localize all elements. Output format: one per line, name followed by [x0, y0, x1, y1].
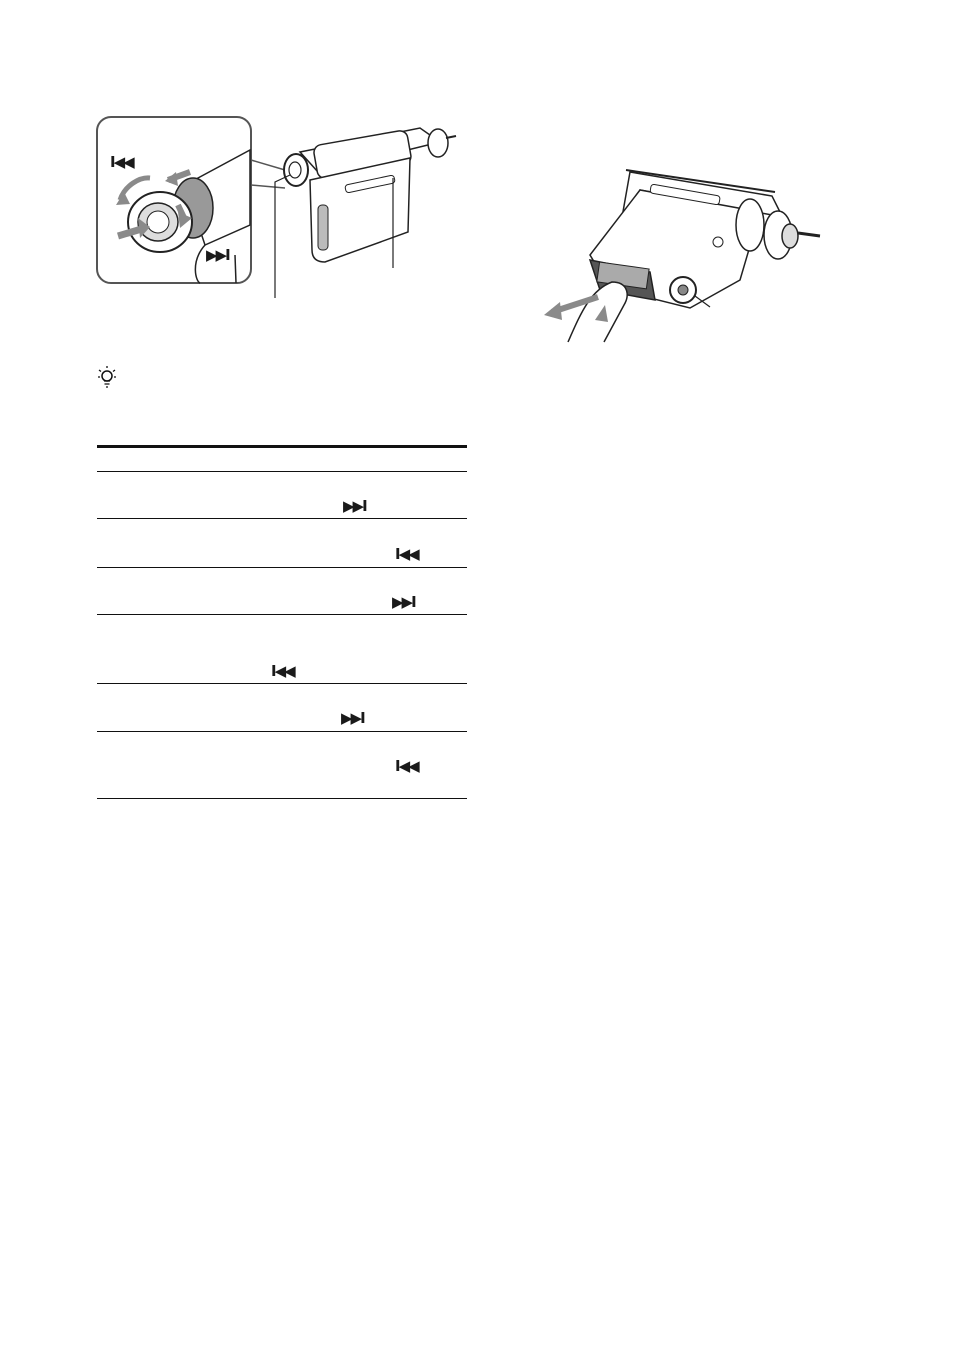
table-row-rule — [97, 518, 467, 519]
table-row-symbol: ▶▶I — [392, 593, 415, 611]
table-row-rule — [97, 567, 467, 568]
table-row-rule — [97, 731, 467, 732]
table-row-symbol: I◀◀ — [395, 757, 418, 775]
table-row-symbol: ▶▶I — [343, 497, 366, 515]
table-row-symbol: ▶▶I — [341, 709, 364, 727]
table-row-symbol: I◀◀ — [271, 662, 294, 680]
table-row-rule — [97, 614, 467, 615]
table-row-symbol: I◀◀ — [395, 545, 418, 563]
table-bottom-rule — [97, 798, 467, 799]
table-top-rule — [97, 445, 467, 448]
table-row-rule — [97, 683, 467, 684]
inset-next-symbol: ▶▶I — [206, 246, 229, 264]
inset-prev-symbol: I◀◀ — [110, 153, 133, 171]
lightbulb-icon — [96, 364, 120, 390]
table-header-rule — [97, 471, 467, 472]
